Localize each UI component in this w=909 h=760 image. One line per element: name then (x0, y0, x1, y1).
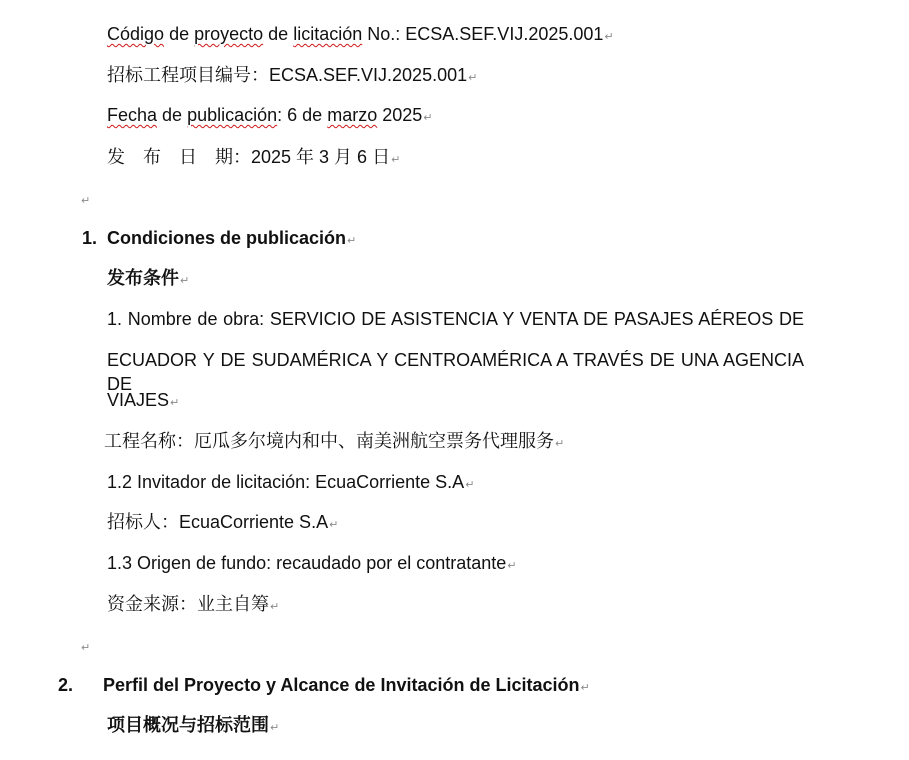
paragraph-mark: ↵ (423, 112, 433, 124)
word-codigo: Código (107, 24, 165, 44)
word-fecha: Fecha (107, 105, 158, 125)
item-2-es-text: 1.2 Invitador de licitación: EcuaCorriente S.A (107, 472, 465, 492)
item-3-zh-text: 资金来源：业主自筹 (107, 594, 269, 614)
word-licitacion: licitación (293, 24, 363, 44)
publication-date-zh (107, 145, 400, 172)
item-2-zh-text: 招标人：EcuaCorriente S.A (107, 512, 329, 532)
item-1-line-1 (107, 307, 804, 331)
paragraph-mark: ↵ (391, 154, 401, 166)
word-publicacion: publicación (187, 105, 278, 125)
paragraph-mark: ↵ (270, 722, 280, 734)
section-2-number: 2. (58, 675, 74, 695)
item-3-es-text: 1.3 Origen de fundo: recaudado por el contratante (107, 553, 507, 573)
empty-paragraph (80, 633, 90, 660)
item-1-line-2 (107, 348, 804, 396)
item-1-line-3 (107, 388, 179, 415)
section-2-heading (58, 673, 590, 700)
paragraph-mark: ↵ (507, 560, 517, 572)
paragraph-mark: ↵ (580, 682, 590, 694)
section-1-title-es: Condiciones de publicación (107, 228, 347, 248)
empty-paragraph (80, 186, 90, 213)
section-1-heading (82, 226, 356, 253)
item-3-es (107, 551, 517, 578)
paragraph-mark: ↵ (81, 642, 91, 654)
paragraph-mark: ↵ (465, 479, 475, 491)
date-day: : 6 de (277, 105, 323, 125)
word-marzo: marzo (327, 105, 378, 125)
paragraph-mark: ↵ (555, 438, 565, 450)
paragraph-mark: ↵ (468, 72, 478, 84)
paragraph-mark: ↵ (604, 31, 614, 43)
section-1-title-zh-text: 发布条件 (107, 268, 179, 288)
word-de: de (169, 24, 190, 44)
item-1-zh-text: 工程名称：厄瓜多尔境内和中、南美洲航空票务代理服务 (104, 431, 554, 451)
word-proyecto: proyecto (194, 24, 264, 44)
publication-date-es (107, 103, 433, 130)
paragraph-mark: ↵ (180, 275, 190, 287)
project-code-zh (107, 63, 477, 90)
section-2-title-zh (107, 713, 279, 740)
section-2-title-zh-text: 项目概况与招标范围 (107, 715, 269, 735)
word-de: de (268, 24, 289, 44)
item-2-es (107, 470, 474, 497)
section-1-title-zh (107, 266, 189, 293)
paragraph-mark: ↵ (347, 235, 357, 247)
project-code-value: No.: ECSA.SEF.VIJ.2025.001 (367, 24, 604, 44)
item-1-text-line-3: VIAJES (107, 390, 170, 410)
item-1-text-line-1: 1. Nombre de obra: SERVICIO DE ASISTENCIA Y VENTA DE PASAJES AÉREOS DE (107, 309, 804, 329)
paragraph-mark: ↵ (170, 397, 180, 409)
word-de: de (162, 105, 183, 125)
paragraph-mark: ↵ (81, 195, 91, 207)
date-year: 2025 (382, 105, 423, 125)
paragraph-mark: ↵ (270, 601, 280, 613)
item-3-zh (107, 592, 279, 619)
publication-date-zh-text: 发 布 日 期：2025 年 3 月 6 日 (107, 147, 391, 167)
project-code-es (107, 22, 614, 49)
project-code-zh-text: 招标工程项目编号：ECSA.SEF.VIJ.2025.001 (107, 65, 468, 85)
item-1-text-line-2: ECUADOR Y DE SUDAMÉRICA Y CENTROAMÉRICA A TRAVÉS DE UNA AGENCIA DE (107, 350, 804, 394)
paragraph-mark: ↵ (329, 519, 339, 531)
item-2-zh (107, 510, 338, 537)
item-1-zh (104, 429, 564, 456)
section-1-number: 1. (82, 228, 98, 248)
section-2-title-es: Perfil del Proyecto y Alcance de Invitación de Licitación (103, 675, 580, 695)
